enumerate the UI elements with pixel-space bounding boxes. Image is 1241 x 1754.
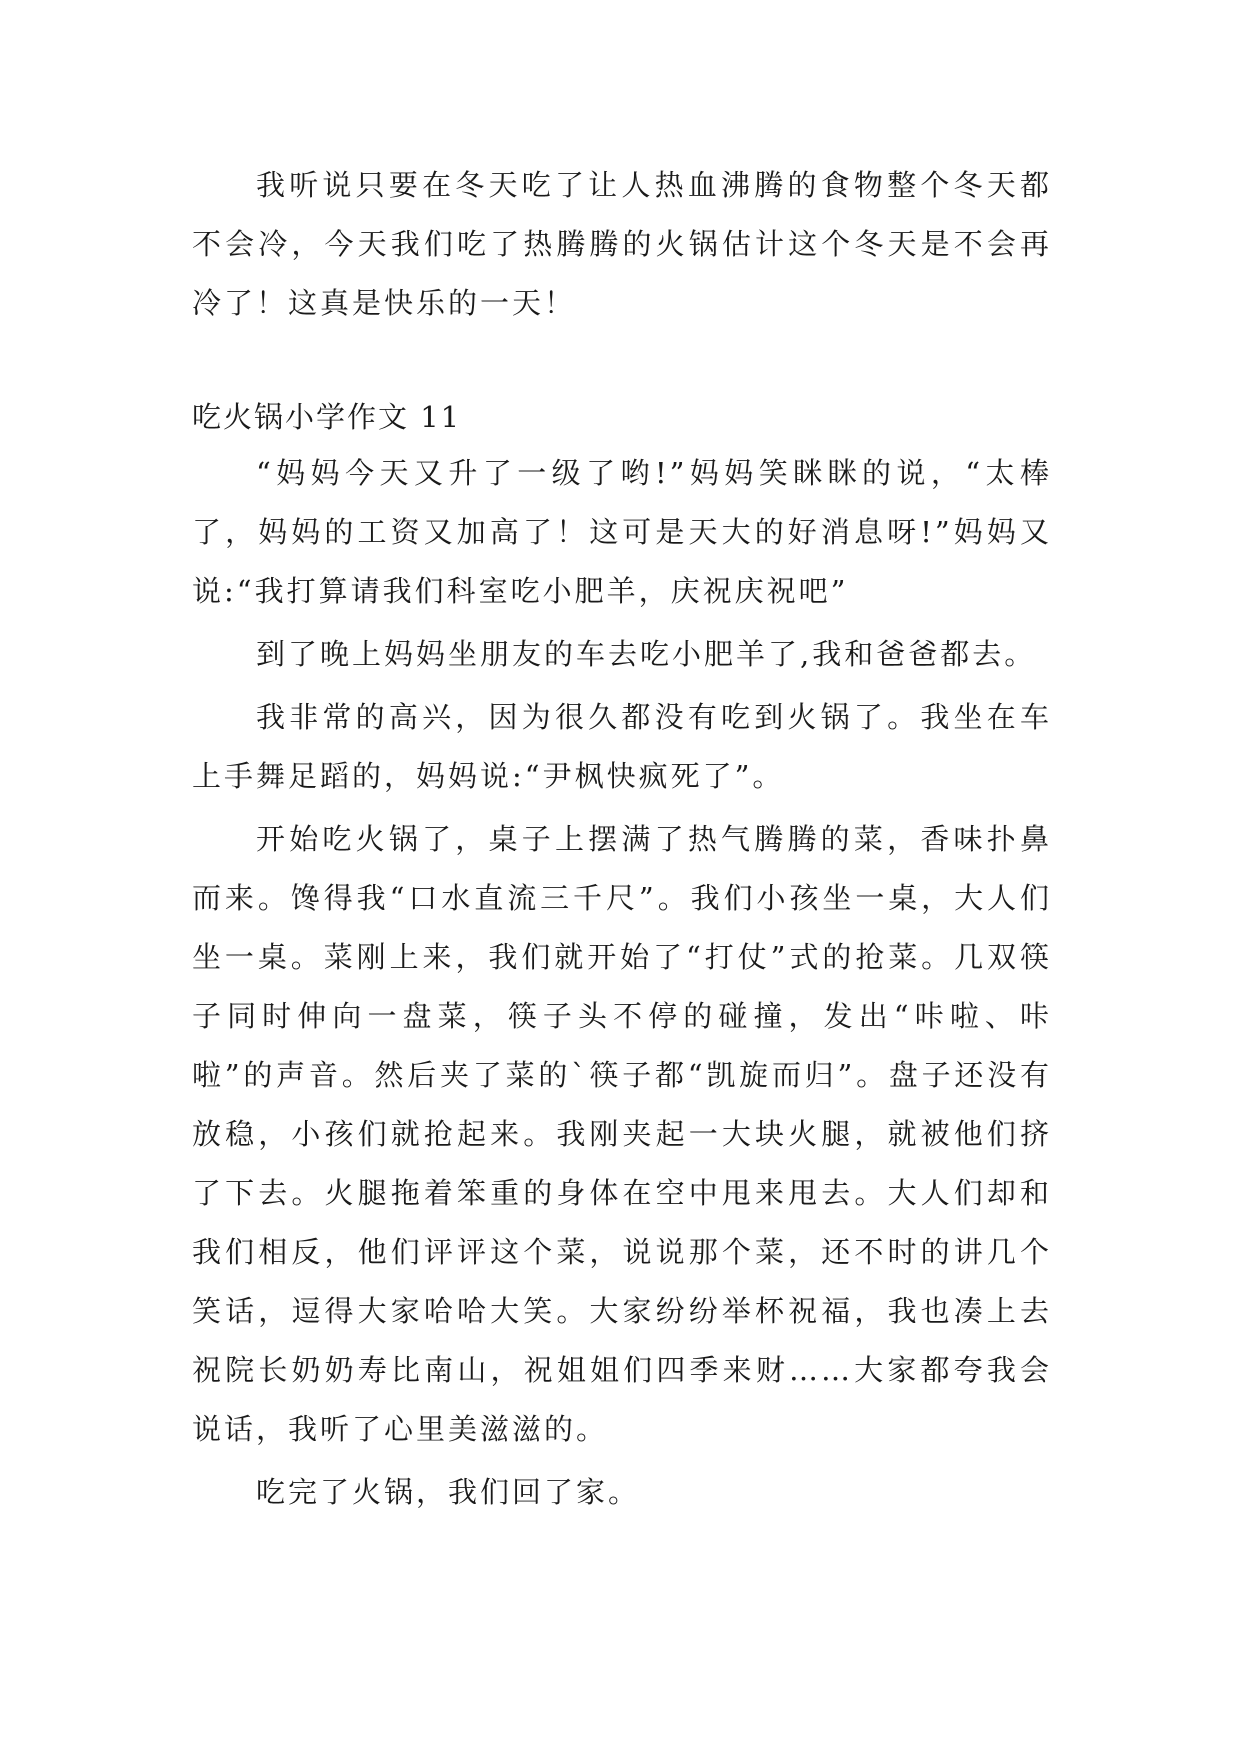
section-title: 吃火锅小学作文 11	[192, 400, 462, 434]
paragraph-2: 到了晚上妈妈坐朋友的车去吃小肥羊了,我和爸爸都去。	[256, 637, 1037, 671]
story-section	[192, 444, 1052, 1522]
section-heading-block	[192, 388, 1052, 447]
paragraph-3: 我非常的高兴，因为很久都没有吃到火锅了。我坐在车上手舞足蹈的，妈妈说:“尹枫快疯死了”。	[192, 700, 1052, 793]
intro-section	[192, 156, 1052, 333]
paragraph-4: 开始吃火锅了，桌子上摆满了热气腾腾的菜，香味扑鼻而来。馋得我“口水直流三千尺”。我们小孩坐一桌，大人们坐一桌。菜刚上来，我们就开始了“打仗”式的抢菜。几双筷子同时伸向一盘菜，筷子头不停的碰撞，发出“咔啦、咔啦”的声音。然后夹了菜的`筷子都“凯旋而归”。盘子还没有放稳，小孩们就抢起来。我刚夹起一大块火腿，就被他们挤了下去。火腿拖着笨重的身体在空中甩来甩去。大人们却和我们相反，他们评评这个菜，说说那个菜，还不时的讲几个笑话，逗得大家哈哈大笑。大家纷纷举杯祝福，我也凑上去祝院长奶奶寿比南山，祝姐姐们四季来财……大家都夸我会说话，我听了心里美滋滋的。	[192, 822, 1052, 1446]
paragraph-1: “妈妈今天又升了一级了哟!”妈妈笑眯眯的说，“太棒了，妈妈的工资又加高了！这可是天大的好消息呀!”妈妈又说:“我打算请我们科室吃小肥羊，庆祝庆祝吧”	[192, 456, 1052, 608]
paragraph-5: 吃完了火锅，我们回了家。	[256, 1475, 641, 1509]
intro-paragraph: 我听说只要在冬天吃了让人热血沸腾的食物整个冬天都不会冷，今天我们吃了热腾腾的火锅估计这个冬天是不会再冷了！这真是快乐的一天！	[192, 168, 1052, 320]
